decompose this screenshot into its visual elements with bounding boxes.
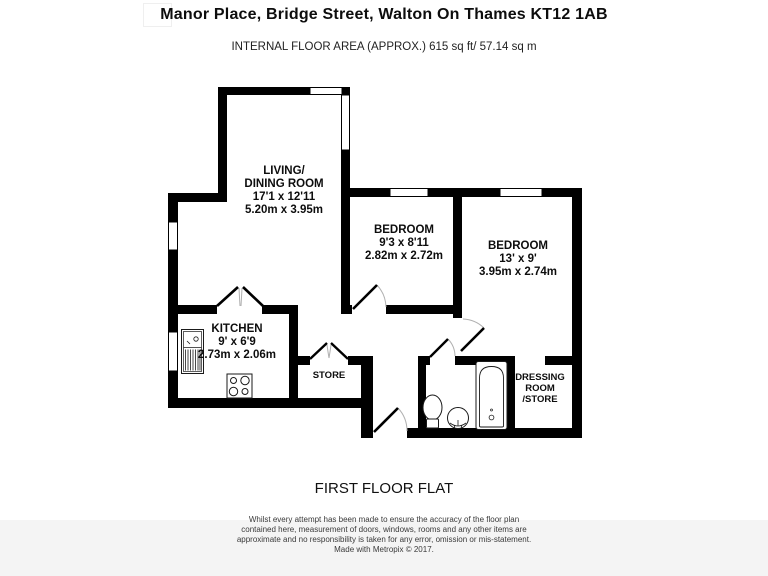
window-left-kitchen [169, 332, 178, 371]
bedroom2-imperial-dims: 13' x 9' [499, 253, 537, 265]
store-name: STORE [312, 370, 346, 381]
bathtub [476, 362, 507, 430]
dressing-room-line1: DRESSING [515, 372, 565, 383]
wall-store-top-left [298, 356, 310, 365]
window-living-right [342, 95, 350, 150]
floor-name-label: FIRST FLOOR FLAT [314, 480, 454, 497]
living-room-imperial-dims: 17'1 x 12'11 [252, 191, 316, 203]
wall-kitchen-bottom [168, 398, 373, 408]
window-bedroom2 [500, 189, 542, 197]
bedroom2-door [461, 319, 484, 351]
wall-store-top-right [348, 356, 361, 365]
living-room-metric-dims: 5.20m x 3.95m [244, 204, 324, 216]
bedroom2-label [479, 240, 557, 279]
bedroom1-imperial-dims: 9'3 x 8'11 [379, 237, 429, 249]
living-room-name-line1: LIVING/ [263, 165, 305, 177]
wall-kitchen-top-a [178, 305, 217, 314]
dressing-room-label [515, 372, 565, 405]
dressing-room-line3: /STORE [522, 394, 558, 405]
dressing-room-line2: ROOM [525, 383, 555, 394]
store-label [313, 370, 346, 381]
wall-outer-left-b [168, 250, 178, 332]
bedroom1-door [353, 285, 386, 309]
store-double-door [310, 343, 348, 359]
wall-living-top [218, 87, 310, 95]
window-left-living [169, 222, 178, 250]
wall-bedroom1-south [386, 305, 462, 314]
wall-outer-right [572, 188, 582, 438]
bath-overflow [491, 409, 493, 411]
living-room-label [244, 165, 323, 217]
disclaimer-line1: Whilst every attempt has been made to ensure the accuracy of the floor plan [248, 515, 520, 524]
basin [448, 408, 469, 429]
disclaimer-line3: approximate and no responsibility is taken for any error, omission or mis-statement. [236, 535, 532, 544]
page-title: Manor Place, Bridge Street, Walton On Thames KT12 1AB [160, 6, 608, 23]
wall-kitchen-store-divider [289, 305, 298, 398]
wall-outer-left-a [168, 193, 178, 222]
kitchen-label [198, 323, 276, 362]
wall-bathroom-left [418, 356, 426, 428]
wall-store-right [361, 356, 373, 438]
bedroom2-metric-dims: 3.95m x 2.74m [478, 266, 558, 278]
bedroom1-label [365, 224, 443, 263]
wall-hall-nib [341, 305, 352, 314]
window-living-top [310, 88, 342, 95]
disclaimer-text [0, 515, 768, 555]
kitchen-metric-dims: 2.73m x 2.06m [197, 349, 277, 361]
floor-area-subtitle: INTERNAL FLOOR AREA (APPROX.) 615 sq ft/ 57.14 sq m [231, 41, 537, 53]
bedroom1-name: BEDROOM [373, 224, 435, 236]
bedroom1-metric-dims: 2.82m x 2.72m [364, 250, 444, 262]
entrance-door [374, 408, 407, 432]
living-room-name-line2: DINING ROOM [244, 178, 324, 190]
kitchen-name: KITCHEN [211, 323, 263, 335]
bathroom-door [430, 339, 455, 357]
window-bedroom1 [390, 189, 428, 197]
wall-top-band-b [428, 188, 500, 197]
wall-living-left-upper [218, 87, 227, 193]
wall-dressing-top [545, 356, 572, 365]
wall-bathroom-dressing-divider [507, 356, 515, 428]
kitchen-hob [227, 374, 252, 398]
wall-bedroom1-left [341, 150, 350, 314]
kitchen-double-door [217, 287, 263, 306]
bedroom2-name: BEDROOM [487, 240, 549, 252]
kitchen-imperial-dims: 9' x 6'9 [218, 336, 256, 348]
disclaimer-line2: contained here, measurement of doors, windows, rooms and any other items are [241, 525, 527, 534]
disclaimer-line4: Made with Metropix © 2017. [334, 545, 434, 554]
wall-bedroom-divider [453, 197, 462, 318]
bath-drain [489, 415, 494, 420]
